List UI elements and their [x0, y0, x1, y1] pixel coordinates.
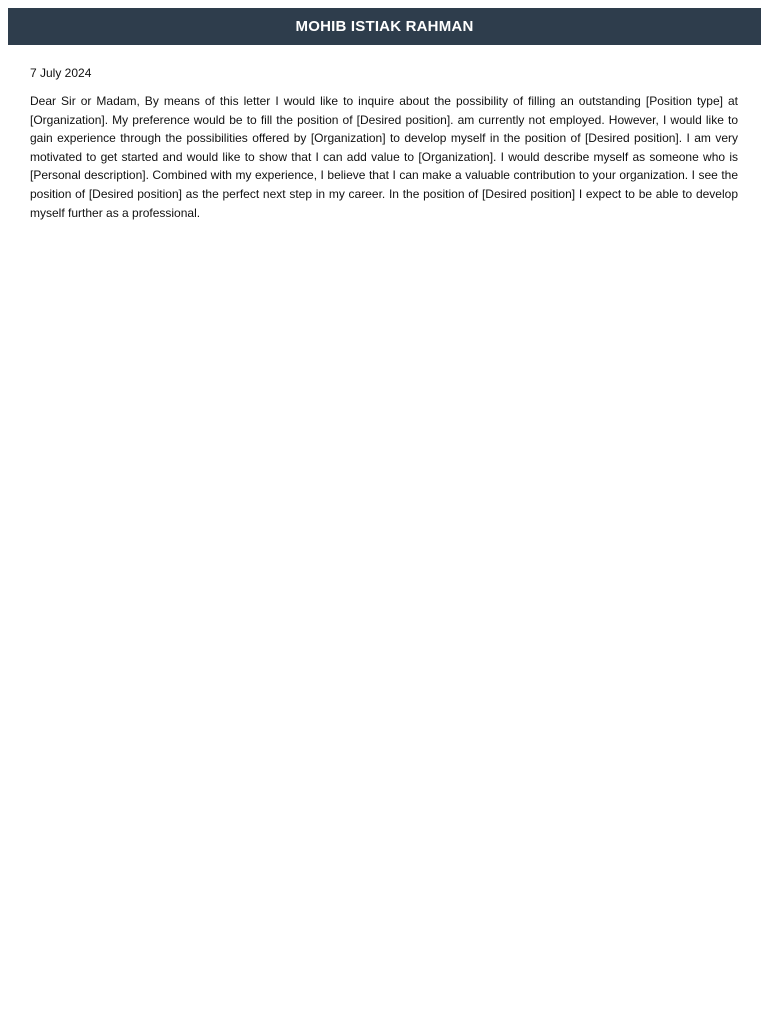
letter-content	[30, 64, 738, 222]
letter-body: Dear Sir or Madam, By means of this letter I would like to inquire about the possibility of filling an outstanding [Position type] at [Organization]. My preference would be to fill the position of [Desired position]. am currently not employed. However, I would like to gain experience through the possibilities offered by [Organization] to develop myself in the position of [Desired position]. I am very motivated to get started and would like to show that I can add value to [Organization]. I would describe myself as someone who is [Personal description]. Combined with my experience, I believe that I can make a valuable contribution to your organization. I see the position of [Desired position] as the perfect next step in my career. In the position of [Desired position] I expect to be able to develop myself further as a professional.	[30, 94, 738, 220]
header-bar	[8, 8, 761, 45]
letter-date: 7 July 2024	[30, 66, 92, 80]
applicant-name: MOHIB ISTIAK RAHMAN	[295, 18, 474, 35]
